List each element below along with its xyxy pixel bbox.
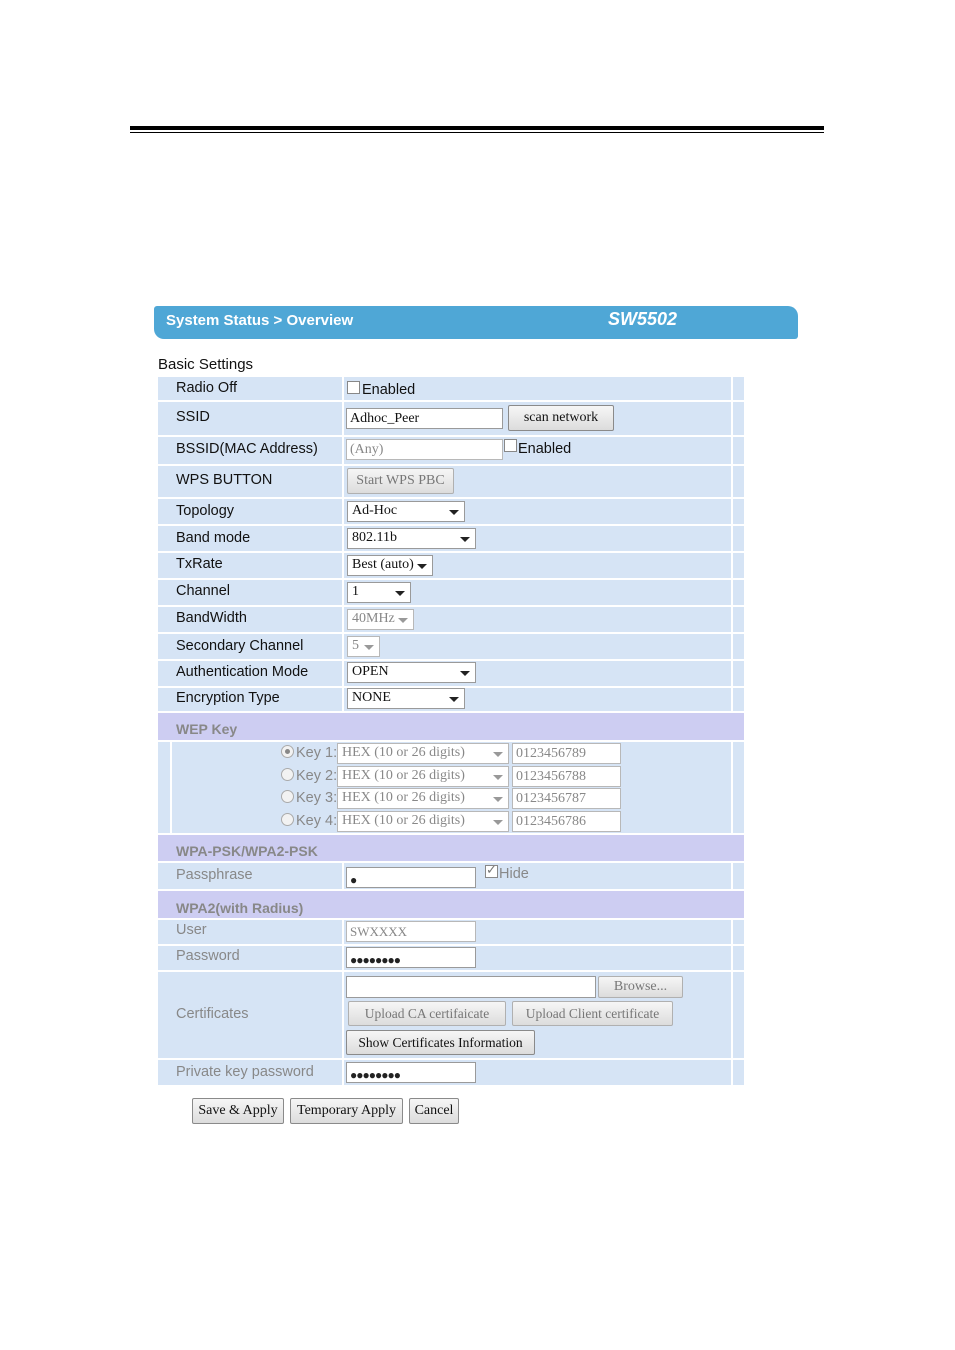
topology-value: Ad-Hoc xyxy=(352,503,398,518)
wep-key-3-radio[interactable] xyxy=(281,790,294,803)
settings-form xyxy=(158,377,744,1085)
save-apply-button[interactable]: Save & Apply xyxy=(192,1098,284,1124)
row-password xyxy=(158,946,744,970)
wep-key-2-format-select[interactable] xyxy=(337,766,509,787)
wep-key-4-format: HEX (10 or 26 digits) xyxy=(342,813,465,828)
chevron-down-icon xyxy=(460,537,470,542)
wep-key-4-radio[interactable] xyxy=(281,813,294,826)
show-certificates-button[interactable]: Show Certificates Information xyxy=(346,1030,535,1055)
bssid-input[interactable]: (Any) xyxy=(346,439,503,460)
password-input[interactable] xyxy=(346,947,476,968)
wep-key-2-radio[interactable] xyxy=(281,768,294,781)
topology-label: Topology xyxy=(176,503,235,519)
private-key-label: Private key password xyxy=(176,1064,314,1080)
row-radio-off xyxy=(158,377,744,400)
wep-key-2-format: HEX (10 or 26 digits) xyxy=(342,768,465,783)
wep-key-1-format-select[interactable] xyxy=(337,743,509,764)
basic-settings-heading: Basic Settings xyxy=(158,356,254,373)
band-mode-value: 802.11b xyxy=(352,530,397,545)
ssid-input[interactable]: Adhoc_Peer xyxy=(346,408,503,429)
chevron-down-icon xyxy=(398,618,408,623)
private-key-input[interactable] xyxy=(346,1062,476,1083)
page-top-rule-thin xyxy=(130,132,824,133)
wep-key-row xyxy=(158,810,744,832)
page-title: System Status > Overview xyxy=(166,312,354,329)
auth-mode-value: OPEN xyxy=(352,664,389,679)
row-wps xyxy=(158,466,744,497)
ssid-label: SSID xyxy=(176,409,210,425)
wep-key-1-format: HEX (10 or 26 digits) xyxy=(342,745,465,760)
wep-keys-block xyxy=(158,742,744,833)
cancel-button[interactable]: Cancel xyxy=(409,1098,459,1124)
row-encryption xyxy=(158,688,744,711)
hide-label: Hide xyxy=(499,866,529,882)
wep-key-row xyxy=(158,787,744,809)
chevron-down-icon xyxy=(449,697,459,702)
row-auth-mode xyxy=(158,661,744,686)
row-passphrase xyxy=(158,863,744,889)
passphrase-label: Passphrase xyxy=(176,867,253,883)
chevron-down-icon xyxy=(395,591,405,596)
radio-off-label: Radio Off xyxy=(176,380,237,396)
txrate-select[interactable] xyxy=(347,555,433,576)
wpa2-radius-title: WPA2(with Radius) xyxy=(176,900,304,916)
wep-key-3-label: Key 3: xyxy=(296,790,338,806)
chevron-down-icon xyxy=(364,645,374,650)
encryption-select[interactable] xyxy=(347,688,465,709)
start-wps-pbc-button[interactable]: Start WPS PBC xyxy=(347,468,454,494)
password-mask: ●●●●●●●● xyxy=(350,953,400,967)
chevron-down-icon xyxy=(460,671,470,676)
encryption-label: Encryption Type xyxy=(176,690,280,706)
wps-label: WPS BUTTON xyxy=(176,472,273,488)
model-name: SW5502 xyxy=(608,309,678,329)
chevron-down-icon xyxy=(493,775,503,780)
row-channel xyxy=(158,580,744,605)
chevron-down-icon xyxy=(449,510,459,515)
encryption-value: NONE xyxy=(352,690,391,705)
hide-passphrase-checkbox[interactable] xyxy=(485,865,498,878)
txrate-label: TxRate xyxy=(176,556,223,572)
wep-key-title: WEP Key xyxy=(176,721,238,737)
scan-network-button[interactable]: scan network xyxy=(508,405,614,431)
wep-key-2-input[interactable]: 0123456788 xyxy=(512,766,621,787)
bssid-enabled-checkbox[interactable] xyxy=(504,439,517,452)
wep-key-4-input[interactable]: 0123456786 xyxy=(512,811,621,832)
wep-key-3-format-select[interactable] xyxy=(337,788,509,809)
row-bssid xyxy=(158,437,744,464)
bandwidth-label: BandWidth xyxy=(176,610,247,626)
bandwidth-value: 40MHz xyxy=(352,611,395,626)
band-mode-select[interactable] xyxy=(347,528,476,549)
wep-key-1-radio[interactable] xyxy=(281,745,294,758)
chevron-down-icon xyxy=(493,752,503,757)
row-certificates xyxy=(158,972,744,1058)
auth-mode-select[interactable] xyxy=(347,662,476,683)
topology-select[interactable] xyxy=(347,501,465,522)
wpa-psk-title: WPA-PSK/WPA2-PSK xyxy=(176,843,318,859)
wep-key-1-label: Key 1: xyxy=(296,745,338,761)
secondary-channel-select[interactable] xyxy=(347,636,380,657)
title-banner xyxy=(154,306,798,339)
wep-key-3-input[interactable]: 0123456787 xyxy=(512,788,621,809)
wep-key-header xyxy=(158,713,744,740)
password-label: Password xyxy=(176,948,240,964)
band-mode-label: Band mode xyxy=(176,530,251,546)
upload-ca-certificate-button[interactable]: Upload CA certifaicate xyxy=(348,1001,506,1026)
user-label: User xyxy=(176,922,207,938)
chevron-down-icon xyxy=(417,564,427,569)
row-bandwidth xyxy=(158,607,744,632)
certificate-file-input[interactable] xyxy=(346,976,596,998)
channel-value: 1 xyxy=(352,584,359,599)
channel-select[interactable] xyxy=(347,582,411,603)
txrate-value: Best (auto) xyxy=(352,557,414,572)
wep-key-row xyxy=(158,765,744,787)
bandwidth-select[interactable] xyxy=(347,609,414,630)
row-private-key xyxy=(158,1060,744,1085)
wep-key-3-format: HEX (10 or 26 digits) xyxy=(342,790,465,805)
auth-mode-label: Authentication Mode xyxy=(176,664,309,680)
wep-key-1-input[interactable]: 0123456789 xyxy=(512,743,621,764)
wpa2-radius-header xyxy=(158,891,744,918)
radio-off-enabled-label: Enabled xyxy=(362,382,416,398)
wep-key-4-format-select[interactable] xyxy=(337,811,509,832)
browse-button[interactable]: Browse... xyxy=(598,976,683,998)
row-topology xyxy=(158,499,744,524)
bssid-enabled-label: Enabled xyxy=(518,441,572,457)
bssid-label: BSSID(MAC Address) xyxy=(176,441,318,457)
row-secondary-channel xyxy=(158,634,744,659)
page-top-rule xyxy=(130,126,824,130)
secondary-channel-value: 5 xyxy=(352,638,359,653)
passphrase-mask: ● xyxy=(350,873,357,887)
certificates-label: Certificates xyxy=(176,1006,249,1022)
wep-key-row xyxy=(158,742,744,764)
passphrase-input[interactable] xyxy=(346,867,476,888)
row-band-mode xyxy=(158,526,744,551)
wep-key-2-label: Key 2: xyxy=(296,768,338,784)
user-input[interactable]: SWXXXX xyxy=(346,921,476,942)
row-txrate xyxy=(158,553,744,578)
chevron-down-icon xyxy=(493,797,503,802)
wpa-psk-header xyxy=(158,835,744,861)
row-ssid xyxy=(158,402,744,435)
chevron-down-icon xyxy=(493,820,503,825)
radio-off-checkbox[interactable] xyxy=(347,381,360,394)
secondary-channel-label: Secondary Channel xyxy=(176,638,304,654)
private-key-mask: ●●●●●●●● xyxy=(350,1068,400,1082)
upload-client-certificate-button[interactable]: Upload Client certificate xyxy=(512,1001,673,1026)
wep-key-4-label: Key 4: xyxy=(296,813,338,829)
row-user xyxy=(158,920,744,944)
temporary-apply-button[interactable]: Temporary Apply xyxy=(290,1098,403,1124)
channel-label: Channel xyxy=(176,583,231,599)
